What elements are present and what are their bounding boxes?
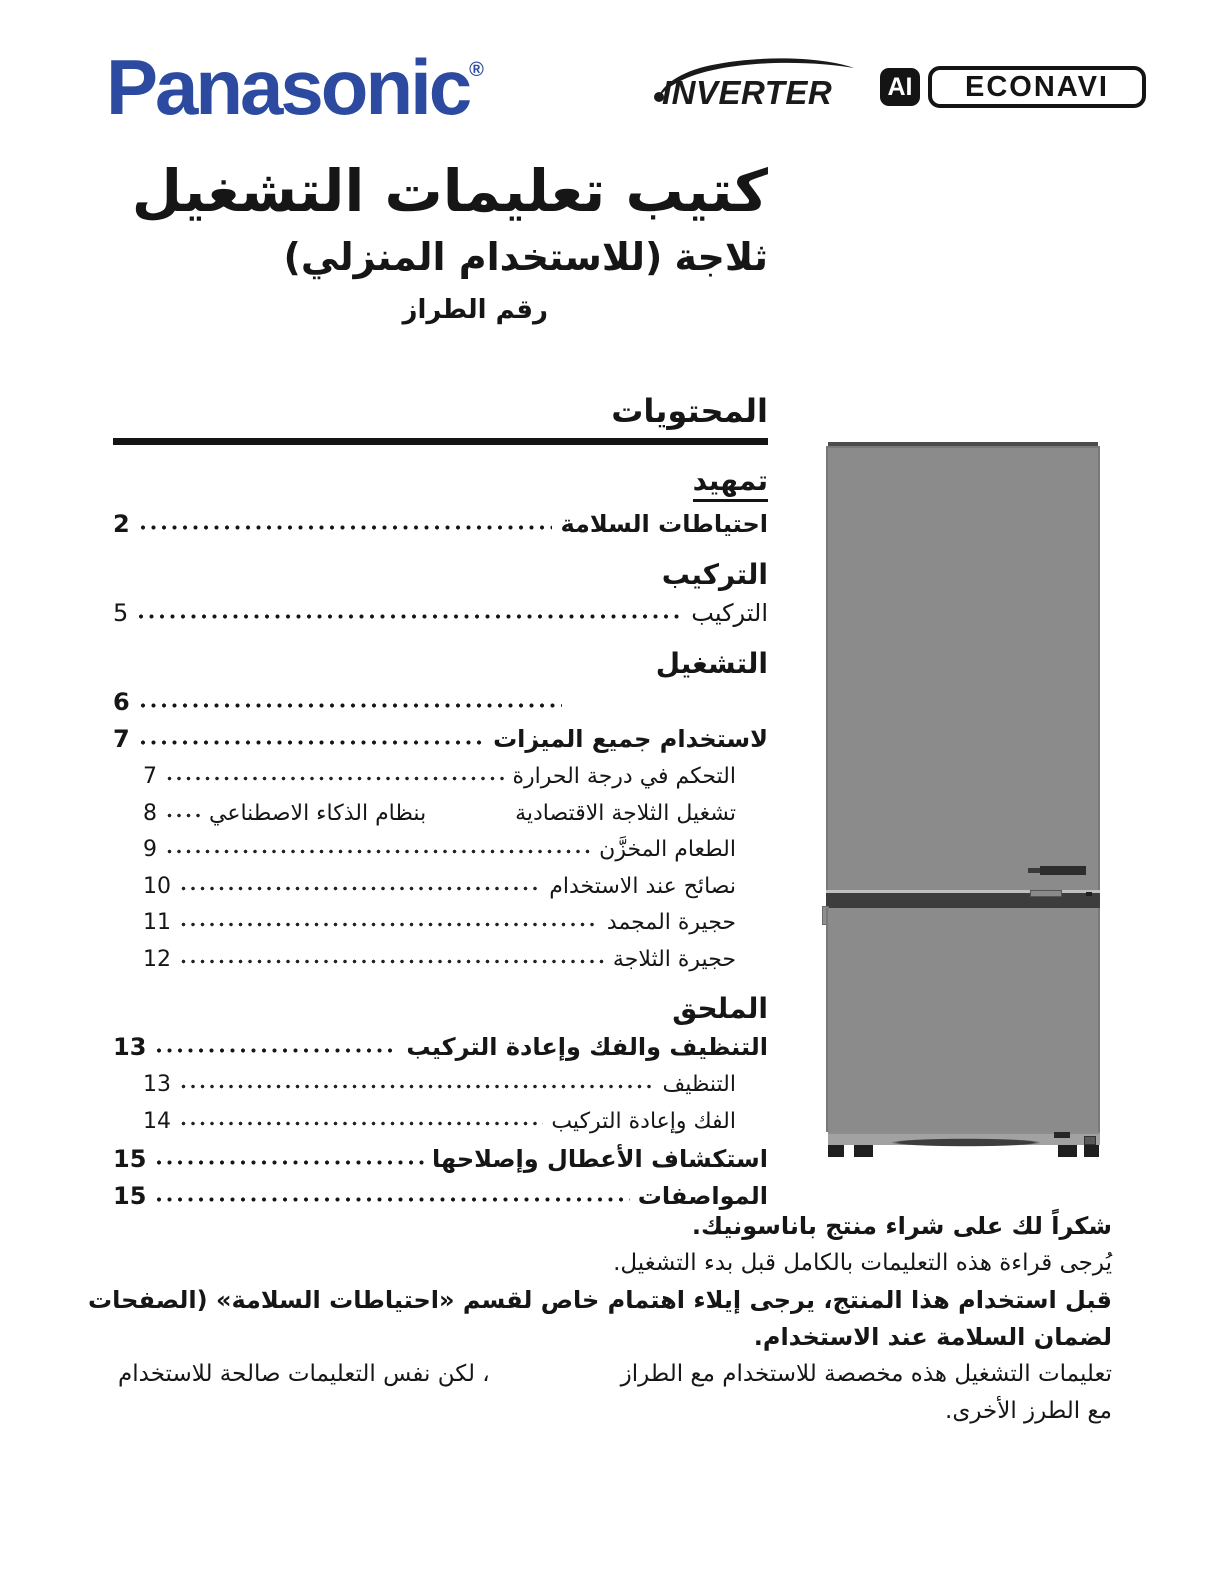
toc-entry-label: المواصفات [637,1182,768,1210]
toc-entry [143,946,736,974]
toc-entry-label: احتياطات السلامة [560,510,768,538]
toc-entry-label: نصائح عند الاستخدام [549,873,736,899]
toc-entry-label: لاستخدام جميع الميزات [493,725,768,753]
fridge-brand-label [1040,866,1086,875]
thanks-note: شكراً لك على شراء منتج باناسونيك. [691,1212,1112,1240]
model-note-continuation: مع الطرز الأخرى. [945,1398,1112,1424]
dotted-leader [179,884,541,893]
toc-entry-label: التنظيف والفك وإعادة التركيب [406,1033,768,1061]
toc-entry [143,800,736,828]
dotted-leader [154,1158,424,1167]
panasonic-logo [106,42,484,133]
toc-entry-label: الطعام المخزَّن [599,837,736,862]
page-title: كتيب تعليمات التشغيل [131,157,768,225]
toc-entry-label: الفك وإعادة التركيب [551,1108,736,1134]
toc-entry [143,909,736,937]
product-usage: (للاستخدام المنزلي) [283,234,663,279]
econavi-badge-label: ECONAVI [965,70,1109,103]
fridge-base-shadow [880,1138,1052,1147]
econavi-badge [928,66,1146,108]
toc-entry-page: 13 [113,1033,147,1061]
toc-entry [113,1144,768,1174]
model-note-right: تعليمات التشغيل هذه مخصصة للاستخدام مع الطراز [620,1361,1112,1387]
fridge-base-leveler [1084,1136,1096,1145]
dotted-leader [154,1195,629,1204]
page-subtitle [113,235,768,279]
safety-attention-note-2: لضمان السلامة عند الاستخدام. [753,1323,1112,1351]
fridge-foot [1058,1145,1077,1157]
contents-heading: المحتويات [611,392,768,430]
toc-entry-page: 15 [113,1145,147,1173]
fridge-upper-door [826,446,1100,890]
toc-entry-label: التركيب [691,599,768,627]
toc-section-heading: التشغيل [655,647,768,680]
toc-entry [113,509,768,539]
toc-entry [143,763,736,791]
refrigerator-illustration [826,442,1100,1158]
svg-text:INVERTER: INVERTER [662,74,833,111]
table-of-contents [113,392,768,1218]
ai-badge-label: AI [887,72,913,101]
toc-entry [143,873,736,901]
toc-section-heading: الملحق [672,992,768,1025]
toc-entry-label: التحكم في درجة الحرارة [512,764,736,789]
toc-entry [113,1032,768,1062]
product-name: ثلاجة [674,234,768,279]
ai-badge [880,68,920,106]
toc-entry [113,598,768,628]
toc-entry [113,724,768,754]
toc-entry-label: تشغيل الثلاجة الاقتصادية [515,800,736,826]
dotted-leader [138,738,485,747]
dotted-leader [179,920,599,929]
toc-entry-page: 7 [143,764,157,789]
toc-section-heading-text: تمهيد [693,464,768,502]
title-block [113,158,768,325]
dotted-leader [138,701,562,710]
fridge-foot [854,1145,873,1157]
safety-attention-note-1: قبل استخدام هذا المنتج، يرجى إيلاء اهتمام خاص لقسم «احتياطات السلامة» (الصفحات [88,1286,1112,1314]
toc-entry [113,687,768,717]
toc-entry-label: بنظام الذكاء الاصطناعي [209,800,427,826]
toc-entry [143,1108,736,1136]
dotted-leader [165,811,201,820]
contents-rule [113,438,768,445]
brand-wordmark: Panasonic [106,43,470,131]
toc-entry-page: 2 [113,510,130,538]
footer-notes [88,1208,1112,1430]
dotted-leader [179,1119,543,1128]
toc-entry-label: حجيرة الثلاجة [612,946,736,972]
toc-entry-page: 7 [113,725,130,753]
fridge-foot [1084,1145,1099,1157]
fridge-band-dot [1086,892,1092,896]
toc-entry-page: 9 [143,837,157,862]
fridge-freezer-door [826,908,1100,1132]
toc-entry [143,836,736,864]
toc-entry-page: 14 [143,1108,171,1134]
contents-body [113,464,768,1211]
dotted-leader [136,612,683,621]
toc-entry-page: 8 [143,800,157,826]
toc-entry-page: 11 [143,910,171,935]
toc-entry-page: 5 [113,599,129,627]
toc-entry-page: 6 [113,688,130,716]
dotted-leader [165,774,504,783]
read-instructions-note: يُرجى قراءة هذه التعليمات بالكامل قبل بدء التشغيل. [613,1250,1112,1276]
toc-entry-label: التنظيف [662,1072,736,1097]
model-applicability-note [118,1356,1112,1393]
fridge-foot [828,1145,844,1157]
model-number-label: رقم الطراز [402,294,548,325]
registered-trademark-icon: ® [469,59,484,81]
dotted-leader [179,957,605,966]
toc-entry-page: 13 [143,1072,171,1097]
toc-entry [113,1181,768,1211]
toc-entry-page: 15 [113,1182,147,1210]
toc-entry-label: استكشاف الأعطال وإصلاحها [431,1145,768,1173]
fridge-base-hinge [1054,1132,1070,1138]
toc-entry [143,1071,736,1099]
fridge-handle-detail [1030,890,1062,897]
dotted-leader [165,847,591,856]
toc-entry-page: 12 [143,946,171,972]
dotted-leader [138,523,553,532]
dotted-leader [154,1046,398,1055]
toc-section-heading [113,464,768,502]
toc-entry-label: حجيرة المجمد [606,910,736,935]
dotted-leader [179,1082,654,1091]
inverter-logo [648,56,860,112]
model-note-left: ، لكن نفس التعليمات صالحة للاستخدام [118,1361,490,1387]
toc-section-heading: التركيب [661,558,768,591]
toc-entry-page: 10 [143,873,171,899]
